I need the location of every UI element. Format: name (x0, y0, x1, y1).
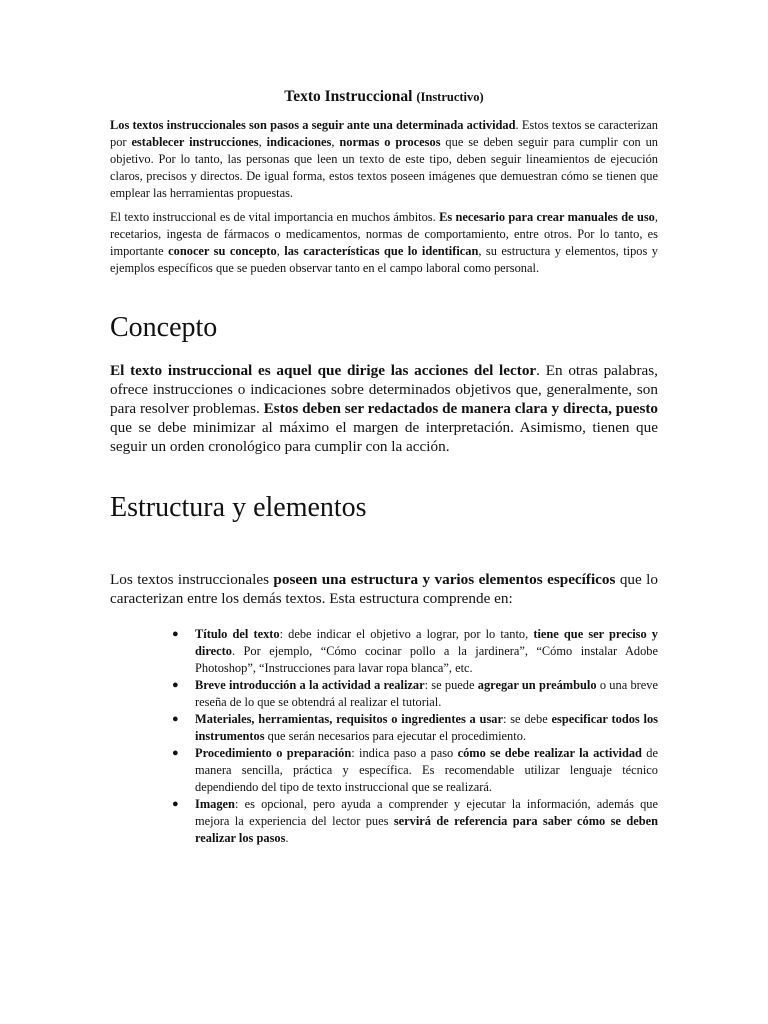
bold-text-run: Estos deben ser redactados de manera clara y directa, puesto (263, 400, 658, 417)
bold-text-run: Es necesario para crear manuales de uso (439, 210, 655, 224)
text-run: : debe indicar el objetivo a lograr, por lo tanto, (279, 627, 534, 641)
title-subtitle: (Instructivo) (416, 90, 484, 104)
bold-text-run: Los textos instruccionales son pasos a seguir ante una determinada actividad (110, 118, 516, 132)
text-run: que se debe minimizar al máximo el margen de interpretación. Asimismo, tienen que seguir un orden cronológico para cumplir con la acción. (110, 419, 658, 455)
text-run: que se deben seguir para cumplir con un objetivo. Por lo tanto, las personas que leen un texto de este tipo, deben seguir lineamientos de ejecución claros, precisos y directos. De igual forma, estos textos poseen imágenes que demuestran cómo se tienen que emplear las herramientas propuestas. (110, 135, 659, 200)
title-main: Texto Instruccional (284, 88, 413, 105)
list-item-text (195, 746, 658, 794)
list-item-text (195, 627, 658, 675)
text-run: de manera sencilla, práctica y específica. Es recomendable utilizar lenguaje técnico dependiendo del tipo de texto instruccional que se realizará. (195, 746, 658, 794)
text-run: . Por ejemplo, “Cómo cocinar pollo a la jardinera”, “Cómo instalar Adobe Photoshop”, “Instrucciones para lavar ropa blanca”, etc. (195, 644, 658, 675)
bold-text-run: establecer instrucciones (131, 135, 259, 149)
bold-text-run: servirá de referencia para saber cómo se deben realizar los pasos (195, 814, 658, 845)
list-item (110, 796, 658, 847)
intro-paragraph-1 (110, 117, 658, 202)
bold-text-run: cómo se debe realizar la actividad (457, 746, 642, 760)
bullet-icon: ● (172, 679, 179, 691)
text-run: , (331, 135, 340, 149)
bold-text-run: especificar todos los instrumentos (195, 712, 658, 743)
list-item-text (195, 678, 658, 709)
list-item (110, 745, 658, 796)
bold-text-run: Título del texto (195, 627, 280, 641)
bold-text-run: indicaciones (266, 135, 332, 149)
bold-text-run: las características que lo identifican (284, 244, 479, 258)
list-item-text (195, 797, 658, 845)
text-run: : indica paso a paso (351, 746, 458, 760)
bullet-icon: ● (172, 628, 179, 640)
estructura-list (110, 626, 658, 847)
list-item-text (195, 712, 658, 743)
text-run: : se debe (502, 712, 552, 726)
text-run: , recetarios, ingesta de fármacos o medicamentos, normas de comportamiento, entre otros. Por lo tanto, es importante (110, 210, 658, 258)
bold-text-run: Procedimiento o preparación (195, 746, 352, 760)
bold-text-run: El texto instruccional es aquel que dirige las acciones del lector (110, 362, 537, 379)
concepto-paragraph (110, 361, 658, 456)
text-run: , su estructura y elementos, tipos y ejemplos específicos que se pueden observar tanto en el campo laboral como personal. (110, 244, 658, 275)
document-title (110, 88, 658, 106)
list-item (110, 711, 658, 745)
bold-text-run: poseen una estructura y varios elementos específicos (273, 571, 616, 588)
text-run: El texto instruccional es de vital importancia en muchos ámbitos. (110, 210, 440, 224)
bold-text-run: tiene que ser preciso y directo (195, 627, 658, 658)
bold-text-run: normas o procesos (339, 135, 441, 149)
bold-text-run: agregar un preámbulo (477, 678, 597, 692)
text-run: , (276, 244, 285, 258)
bold-text-run: Materiales, herramientas, requisitos o ingredientes a usar (195, 712, 503, 726)
text-run: . (285, 831, 289, 845)
text-run: , (258, 135, 267, 149)
list-item (110, 677, 658, 711)
text-run: . En otras palabras, ofrece instrucciones o indicaciones sobre determinados objetivos que, generalmente, son para resolver problemas. (110, 362, 658, 417)
intro-paragraph-2 (110, 209, 658, 277)
text-run: que serán necesarios para ejecutar el procedimiento. (264, 729, 526, 743)
text-run: : es opcional, pero ayuda a comprender y ejecutar la información, además que mejora la experiencia del lector pues (195, 797, 658, 828)
heading-estructura: Estructura y elementos (110, 492, 367, 523)
bullet-icon: ● (172, 747, 179, 759)
bold-text-run: conocer su concepto (168, 244, 277, 258)
bullet-icon: ● (172, 713, 179, 725)
list-item (110, 626, 658, 677)
bullet-icon: ● (172, 798, 179, 810)
text-run: o una breve reseña de lo que se obtendrá al realizar el tutorial. (195, 678, 658, 709)
bold-text-run: Imagen (195, 797, 235, 811)
bold-text-run: Breve introducción a la actividad a realizar (195, 678, 425, 692)
heading-concepto: Concepto (110, 312, 218, 343)
text-run: . Estos textos se caracterizan por (110, 118, 659, 149)
text-run: Los textos instruccionales (110, 571, 274, 588)
estructura-paragraph (110, 570, 658, 608)
text-run: : se puede (424, 678, 478, 692)
text-run: que lo caracterizan entre los demás textos. Esta estructura comprende en: (110, 571, 658, 607)
